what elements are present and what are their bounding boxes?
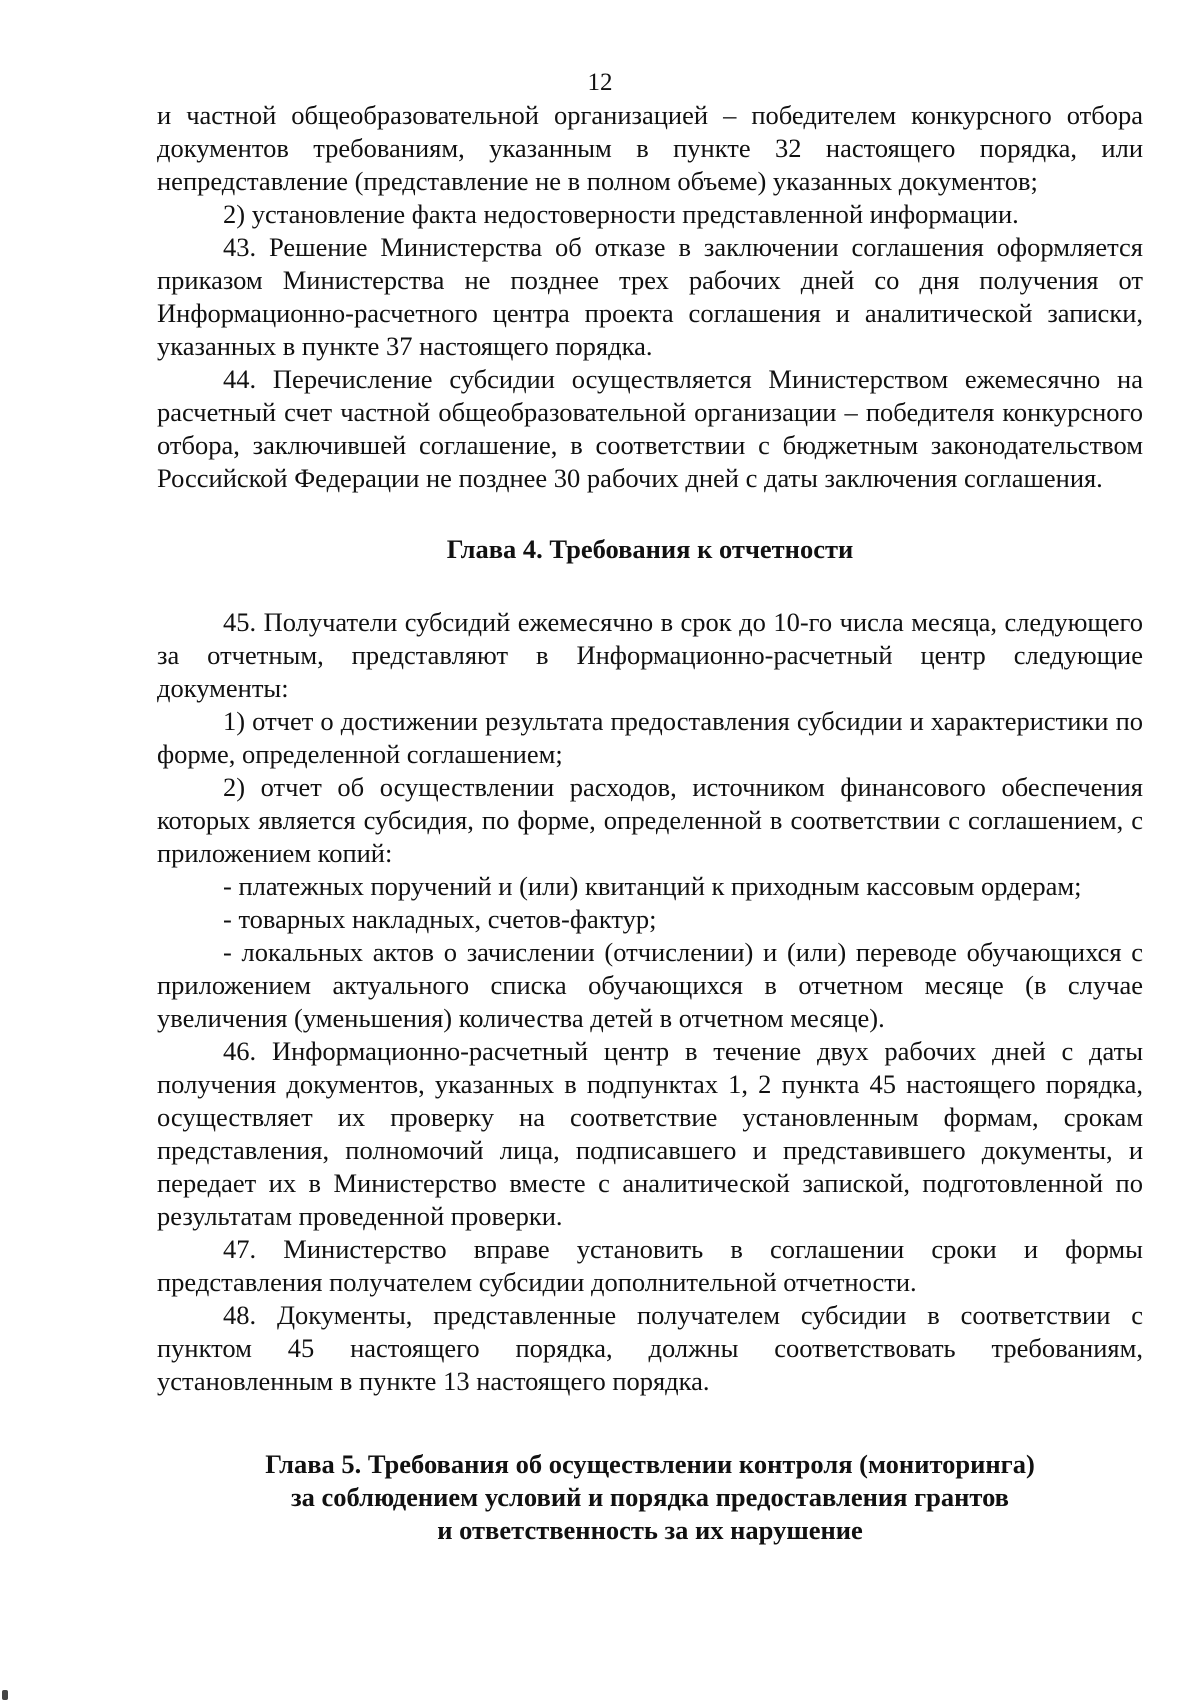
chapter-5-heading-line-3: и ответственность за их нарушение <box>437 1515 863 1545</box>
chapter-5-heading-line-1: Глава 5. Требования об осуществлении контроля (мониторинга) <box>265 1449 1035 1479</box>
spacer <box>157 566 1143 606</box>
page-number: 12 <box>587 69 613 96</box>
paragraph-45-item-1: 1) отчет о достижении результата предоставления субсидии и характеристики по форме, определенной соглашением; <box>157 706 1143 769</box>
paragraph-44: 44. Перечисление субсидии осуществляется Министерством ежемесячно на расчетный счет частной общеобразовательной организации – победителя конкурсного отбора, заключившей соглашение, в соответствии с бюджетным законодательством Российской Федерации не позднее 30 рабочих дней с даты заключения соглашения. <box>157 364 1143 493</box>
chapter-4-heading: Глава 4. Требования к отчетности <box>446 534 854 564</box>
paragraph-45-item-2: 2) отчет об осуществлении расходов, источником финансового обеспечения которых является субсидия, по форме, определенной в соответствии с соглашением, с приложением копий: <box>157 772 1143 868</box>
paragraph-continuation: и частной общеобразовательной организацией – победителем конкурсного отбора документов требованиям, указанным в пункте 32 настоящего порядка, или непредставление (представление не в полном объеме) указанных документов; <box>157 100 1143 196</box>
paragraph-45-dash-1: - платежных поручений и (или) квитанций к приходным кассовым ордерам; <box>223 871 1082 901</box>
chapter-5-heading-line-2: за соблюдением условий и порядка предоставления грантов <box>290 1482 1009 1512</box>
spacer <box>157 495 1143 533</box>
paragraph-43: 43. Решение Министерства об отказе в заключении соглашения оформляется приказом Министерства не позднее трех рабочих дней со дня получения от Информационно-расчетного центра проекта соглашения и аналитической записки, указанных в пункте 37 настоящего порядка. <box>157 232 1143 361</box>
paragraph-45-dash-3: - локальных актов о зачислении (отчислении) и (или) переводе обучающихся с приложением актуального списка обучающихся в отчетном месяце (в случае увеличения (уменьшения) количества детей в отчетном месяце). <box>157 937 1143 1033</box>
paragraph-47: 47. Министерство вправе установить в соглашении сроки и формы представления получателем субсидии дополнительной отчетности. <box>157 1234 1143 1297</box>
page-body <box>157 99 1143 1547</box>
paragraph-45-dash-2: - товарных накладных, счетов-фактур; <box>223 904 657 934</box>
paragraph-45: 45. Получатели субсидий ежемесячно в срок до 10-го числа месяца, следующего за отчетным, представляют в Информационно-расчетный центр следующие документы: <box>157 607 1143 703</box>
list-item-2-prev: 2) установление факта недостоверности представленной информации. <box>223 199 1019 229</box>
spacer <box>157 1398 1143 1448</box>
scan-artifact <box>2 1690 8 1700</box>
paragraph-46: 46. Информационно-расчетный центр в течение двух рабочих дней с даты получения документов, указанных в подпунктах 1, 2 пункта 45 настоящего порядка, осуществляет их проверку на соответствие установленным формам, срокам представления, полномочий лица, подписавшего и представившего документы, и передает их в Министерство вместе с аналитической запиской, подготовленной по результатам проведенной проверки. <box>157 1036 1143 1231</box>
paragraph-48: 48. Документы, представленные получателем субсидии в соответствии с пунктом 45 настоящего порядка, должны соответствовать требованиям, установленным в пункте 13 настоящего порядка. <box>157 1300 1143 1396</box>
